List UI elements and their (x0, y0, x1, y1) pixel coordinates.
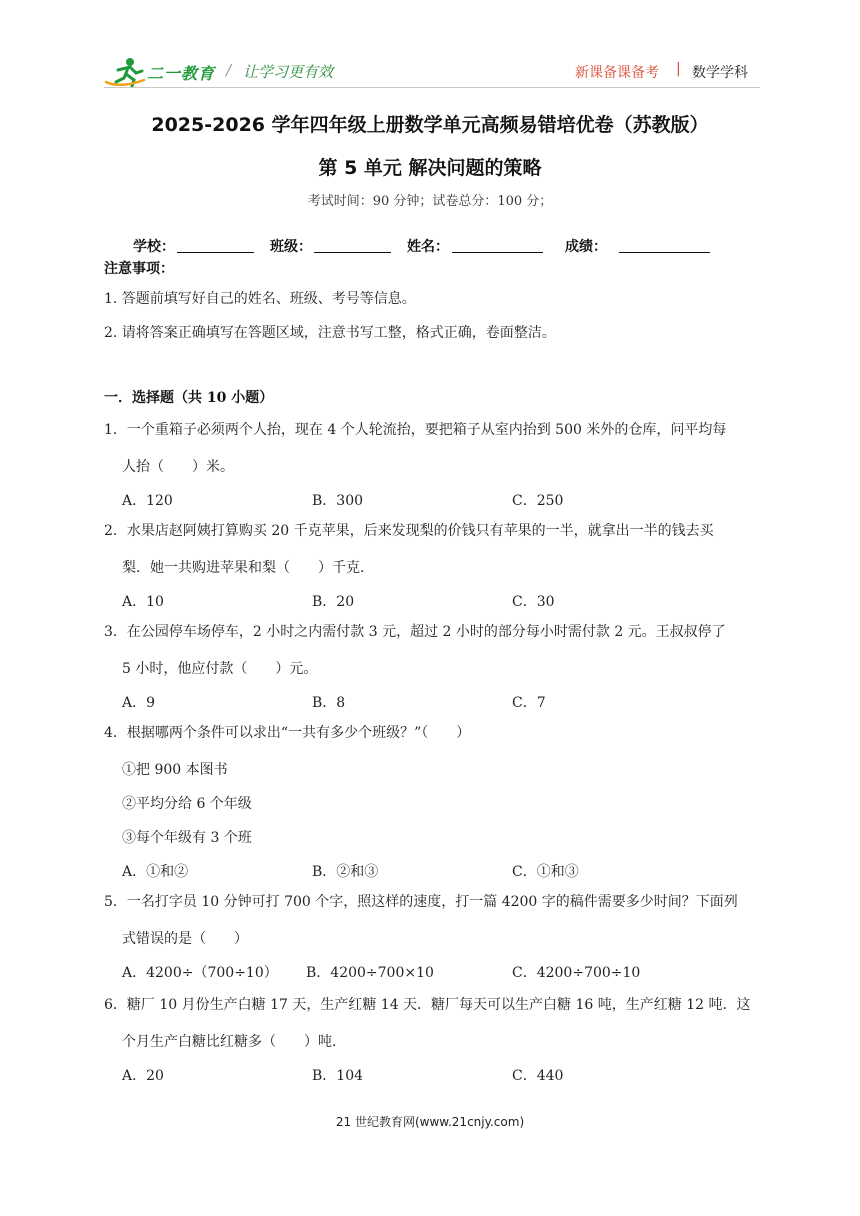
question-4-text: 4．根据哪两个条件可以求出“一共有多少个班级？”（ ） (104, 725, 471, 741)
option-b[interactable]: B．8 (312, 695, 346, 711)
option-c[interactable]: C．①和③ (512, 864, 579, 880)
name-blank[interactable] (452, 252, 543, 253)
condition-3: ③每个年级有 3 个班 (122, 830, 252, 846)
option-c[interactable]: C．4200÷700÷10 (512, 965, 641, 981)
header-separator: | (676, 61, 681, 77)
option-c[interactable]: C．440 (512, 1068, 564, 1084)
question-2-text-cont: 梨．她一共购进苹果和梨（ ）千克． (122, 560, 374, 576)
runner-icon (104, 56, 148, 88)
option-a[interactable]: A．9 (122, 695, 156, 711)
option-a[interactable]: A．①和② (122, 864, 189, 880)
question-6-text-cont: 个月生产白糖比红糖多（ ）吨． (122, 1034, 346, 1050)
notice-item: 1. 答题前填写好自己的姓名、班级、考号等信息。 (104, 291, 416, 307)
name-label: 姓名： (407, 239, 449, 255)
question-5-text: 5．一名打字员 10 分钟可打 700 个字，照这样的速度，打一篇 4200 字的稿件需要多少时间？下面列 (104, 894, 738, 910)
option-a[interactable]: A．20 (122, 1068, 164, 1084)
brand-slogan: 让学习更有效 (243, 63, 334, 81)
school-label: 学校： (133, 239, 175, 255)
class-blank[interactable] (314, 252, 391, 253)
question-3-text-cont: 5 小时，他应付款（ ）元。 (122, 661, 318, 677)
question-5-text-cont: 式错误的是（ ） (122, 931, 248, 947)
class-label: 班级： (270, 239, 312, 255)
question-6-text: 6．糖厂 10 月份生产白糖 17 天，生产红糖 14 天．糖厂每天可以生产白糖 16 吨，生产红糖 12 吨．这 (104, 997, 751, 1013)
header-subject: 数学学科 (692, 65, 748, 81)
option-b[interactable]: B．②和③ (312, 864, 379, 880)
option-b[interactable]: B．300 (312, 493, 364, 509)
option-b[interactable]: B．20 (312, 594, 355, 610)
page-footer: 21 世纪教育网(www.21cnjy.com) (335, 1115, 525, 1129)
option-c[interactable]: C．30 (512, 594, 555, 610)
notice-item: 2. 请将答案正确填写在答题区域，注意书写工整，格式正确，卷面整洁。 (104, 325, 556, 341)
option-b[interactable]: B．104 (312, 1068, 364, 1084)
header-divider (104, 87, 760, 88)
option-a[interactable]: A．4200÷（700÷10） (122, 965, 278, 981)
exam-info: 考试时间：90 分钟；试卷总分：100 分； (307, 194, 553, 209)
option-a[interactable]: A．10 (122, 594, 164, 610)
header-slash: / (226, 61, 232, 79)
score-blank[interactable] (619, 252, 710, 253)
notice-title: 注意事项： (104, 261, 174, 277)
condition-1: ①把 900 本图书 (122, 762, 228, 778)
question-1-text-cont: 人抬（ ）米。 (122, 459, 234, 475)
condition-2: ②平均分给 6 个年级 (122, 796, 252, 812)
header-tagline: 新课备课备考 (575, 65, 659, 81)
question-2-text: 2．水果店赵阿姨打算购买 20 千克苹果，后来发现梨的价钱只有苹果的一半，就拿出一半的钱去买 (104, 523, 714, 539)
question-1-text: 1．一个重箱子必须两个人抬，现在 4 个人轮流抬，要把箱子从室内抬到 500 米外的仓库，问平均每 (104, 422, 727, 438)
section-title: 一．选择题（共 10 小题） (104, 390, 274, 406)
option-c[interactable]: C．250 (512, 493, 564, 509)
option-c[interactable]: C．7 (512, 695, 546, 711)
question-3-text: 3．在公园停车场停车，2 小时之内需付款 3 元，超过 2 小时的部分每小时需付款 2 元。王叔叔停了 (104, 624, 726, 640)
school-blank[interactable] (177, 252, 254, 253)
page-title: 2025-2026 学年四年级上册数学单元高频易错培优卷（苏教版） (151, 114, 709, 136)
unit-title: 第 5 单元 解决问题的策略 (318, 157, 542, 179)
option-b[interactable]: B．4200÷700×10 (306, 965, 434, 981)
option-a[interactable]: A．120 (122, 493, 173, 509)
brand-name: 二一教育 (147, 64, 216, 83)
score-label: 成绩： (565, 239, 607, 255)
